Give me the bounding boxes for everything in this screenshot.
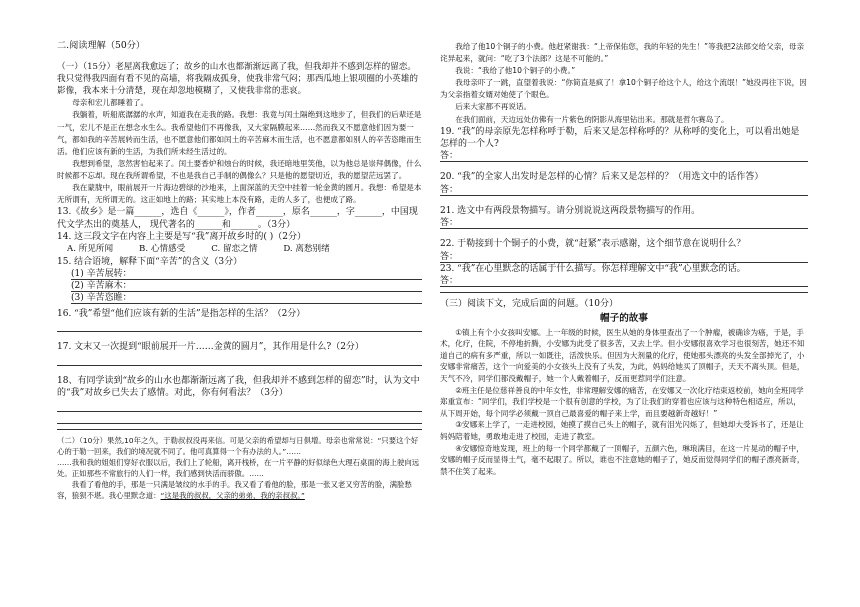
- passage2-para3-text: 我看了看他的手，那是一只满是皱纹的水手的手。我又看了看他的脸，那是一张又老又穷苦的脸，满脸愁容，狼狈不堪。我心里默念道：: [57, 479, 412, 500]
- section-divider: [57, 429, 422, 430]
- question-14-options: [57, 243, 422, 255]
- q18-answer-line-2[interactable]: [57, 412, 422, 424]
- story-para3: ③安娜来上学了，一走进校园，她摸了摸自己头上的帽子，就有泪光闪烁了，但她却大受诉书了，还是让妈妈陪着她，勇敢地走进了校园，走进了教室。: [440, 420, 804, 441]
- passage1-para5: 我在蒙胧中，眼前展开一片海边碧绿的沙地来，上面深蓝的天空中挂着一轮金黄的圆月。我想：希望是本无所谓有，无所谓无的。这正如地上的路；其实地上本没有路，走的人多了，也便成了路。: [57, 183, 422, 205]
- section-divider-right: [440, 292, 808, 293]
- story-title: 帽子的故事: [600, 312, 648, 324]
- passage2-para3: [57, 479, 422, 501]
- right-para4: 后来大家都不再说话。: [455, 102, 532, 112]
- q15-item-1: (1) 辛苦展转：: [71, 268, 132, 279]
- question-23: 23. “我”在心里默念的话属于什么描写。你怎样理解文中“我”心里默念的话。: [440, 263, 746, 274]
- passage1-intro: （一）（15分）老屋离我愈远了；故乡的山水也都渐渐远离了我，但我却并不感到怎样的留恋。我只觉得我四面有看不见的高墙，将我隔成孤身，使我非常气闷；那西瓜地上银项圈的小英雄的影像，我本来十分清楚，现在却忽地模糊了，又使我非常的悲哀。: [57, 62, 418, 97]
- passage1-para4: 我想到希望，忽然害怕起来了。闰土要香炉和烛台的时候，我还暗地里笑他，以为他总是崇拜偶像，什么时候都不忘却。现在我所谓希望，不也是我自己手制的偶像么？只是他的愿望切近，我的愿望茫远罢了。: [57, 158, 422, 180]
- story-para2: ②班主任是位慈祥善良的中年女性，非常理解安娜的痛苦，在安娜又一次化疗结束返校前，她向全班同学郑重宣布：“同学们，我们学校是一个很有创意的学校，为了让我们的穿着也应该与这种特色相适应，所以，从下周开始，每个同学必须戴一顶自己最喜爱的帽子来上学，而且要越新奇越好！”: [440, 385, 804, 418]
- question-18: 18、有同学读到“故乡的山水也都渐渐远离了我，但我却并不感到怎样的留恋”时，认为文中的“我”对故乡已失去了感情。对此，你有何看法？（3分）: [57, 375, 420, 399]
- passage2-para2: ……我和我的姐姐们穿好衣服以后，我们上了轮船，离开栈桥，在一片平静的好似绿色大理石桌面的海上驶向远处。正如那些不常旅行的人们一样，我们感到快活而骄傲。……: [57, 457, 420, 478]
- question-13: 13.《故乡》是一篇______，选自《______》，作者______，原名______，字______，中国现代文学杰出的奠基人， 现代著名的______和______。（3分）: [57, 207, 418, 230]
- question-15-items: [57, 268, 422, 304]
- passage1-para3: 我躺着，听船底潺潺的水声，知道我在走我的路。我想：我竟与闰土隔绝到这地步了，但我们的后辈还是一气，宏儿不是正在想念水生么。我希望他们不再像我，又大家隔膜起来……然而我又不愿意他们因为要一气，都如我的辛苦展转而生活，也不愿意他们都如闰土的辛苦麻木而生活，也不愿意都如别人的辛苦恣睢而生活。他们应该有新的生活，为我们所未经生活过的。: [57, 110, 422, 156]
- q19-answer-line[interactable]: [440, 150, 808, 162]
- q21-answer-label: 答：: [440, 218, 459, 229]
- question-22: 22. 于勒接到十个铜子的小费，就“赶紧”表示感谢，这个细节意在说明什么？: [440, 239, 746, 250]
- q20-answer-label: 答：: [440, 184, 459, 195]
- section-title: 二.阅读理解（50分）: [57, 40, 146, 51]
- left-column: [57, 40, 422, 501]
- question-20: 20. “我”的全家人出发时是怎样的心情？后来又是怎样的？（用选文中的话作答）: [440, 172, 764, 183]
- q20-answer-line[interactable]: [440, 184, 808, 196]
- q16-answer-line[interactable]: [57, 320, 422, 332]
- option-b[interactable]: B. 心情感受: [139, 244, 186, 255]
- option-d[interactable]: D. 离愁别绪: [283, 244, 330, 255]
- option-a[interactable]: A. 所见所闻: [67, 244, 114, 255]
- story-para4: ④安娜惊奇地发现，班上的每一个同学都戴了一顶帽子，五颜六色，琳琅满目，在这一片晃动的帽子中，安娜的帽子反而显得土气，毫不起眼了。所以，谁也不注意她的帽子了，她反而觉得同学们的帽子漂亮新奇，禁不住笑了起来。: [440, 443, 805, 476]
- option-c[interactable]: C. 留恋之情: [211, 244, 258, 255]
- q15-item-2: (2) 辛苦麻木：: [71, 280, 132, 291]
- q15-answer-line-1[interactable]: [71, 268, 422, 280]
- right-para1: 我给了他10个铜子的小费。他赶紧谢我：“上帝保佑您，我的年轻的先生！”等我把2法郎交给父亲，母亲诧异起来，就问：“吃了3个法郎？这是不可能的。”: [440, 42, 805, 64]
- q23-answer-label: 答：: [440, 276, 459, 286]
- q15-answer-line-2[interactable]: [71, 280, 422, 292]
- question-14: 14. 这三段文字在内容上主要是写“我”离开故乡时的( )（2分）: [57, 232, 306, 243]
- q21-answer-line[interactable]: [440, 217, 808, 229]
- q17-answer-line[interactable]: [57, 354, 422, 366]
- q15-item-3: (3) 辛苦恣睢：: [71, 292, 132, 303]
- passage2-para1: （二）（10分）果然,10年之久，于勒叔叔没再来信。可是父亲的希望却与日俱增。母亲也常常说：“只要这个好心的于勒一回来，我们的境况就不同了。他可真算得一个有办法的人。”……: [57, 435, 419, 456]
- story-para1: ①镇上有个小女孩叫安娜。上一年级的时候，医生从她的身体里查出了一个肿瘤，被确诊为癌，于是，手术，化疗，住院，不停地折腾，小安娜为此受了很多苦，又去上学。但小安娜很喜欢学习也很刻苦，她还不知道自己的病有多严重，所以一如既往，活泼快乐。但因为大剂量的化疗，使她那头漂亮的头发全部掉光了，小安娜非常痛苦，这个一向爱美的小女孩头上没有了头发，为此，妈妈给她买了顶帽子，天天不离头顶。但是，天气不冷，同学们都没戴帽子，她一个人戴着帽子，反而更惹同学们注意。: [440, 327, 805, 383]
- q18-answer-line-1[interactable]: [57, 400, 422, 412]
- inner-monologue-quote: “这是我的叔叔，父亲的弟弟，我的亲叔叔。”: [160, 490, 305, 500]
- right-column: [440, 41, 808, 477]
- question-17: 17. 文末又一次提到“眼前展开一片……金黄的圆月”，其作用是什么?（2分）: [57, 342, 364, 353]
- q15-answer-line-3[interactable]: [71, 292, 422, 304]
- q23-answer-line[interactable]: [440, 275, 808, 287]
- q19-answer-label: 答：: [440, 151, 459, 162]
- right-para5: 在我们面前，天边远处仿佛有一片紫色的阴影从海里钻出来。那就是哲尔赛岛了。: [455, 114, 729, 124]
- question-19: 19. “我”的母亲原先怎样称呼于勒，后来又是怎样称呼的？从称呼的变化上，可以看出她是怎样的一个人?: [440, 126, 800, 150]
- part3-intro: （三）阅读下文，完成后面的问题。（10分）: [440, 299, 618, 310]
- q22-answer-label: 答：: [440, 251, 459, 262]
- question-15: 15. 结合语境，解释下面“辛苦”的含义（3分）: [57, 256, 243, 267]
- q22-answer-line[interactable]: [440, 251, 808, 263]
- passage1-para2: 母亲和宏儿都睡着了。: [72, 98, 149, 108]
- question-16: 16. “我”希望“他们应该有新的生活”是指怎样的生活？（2分）: [57, 308, 306, 319]
- question-21: 21. 选文中有两段景物描写。请分别说说这两段景物描写的作用。: [440, 205, 701, 216]
- right-para3: 我母亲吓了一跳，直望着我说：“你简直是疯了！拿10个铜子给这个人，给这个流氓！”她没再往下说，因为父亲指着女婿对她使了个眼色。: [440, 78, 807, 100]
- right-para2: 我说：“我给了他10个铜子的小费。”: [455, 66, 576, 76]
